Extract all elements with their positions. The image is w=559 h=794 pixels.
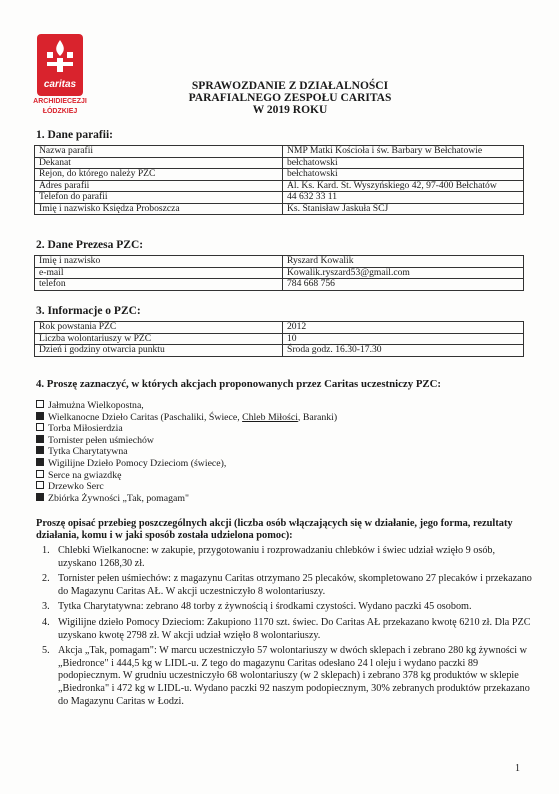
checked-checkbox-icon[interactable] (36, 458, 44, 466)
list-item (42, 545, 534, 570)
item-label: Drzewko Serc (48, 481, 104, 493)
description-prompt: Proszę opisać przebieg poszczególnych akcji (liczba osób włączających się w działanie, jego forma, rezultaty działania, komu i w jaki sposób została udzielona pomoc): (36, 518, 513, 541)
item-number: 4. (42, 616, 50, 628)
item-number: 5. (42, 645, 50, 657)
list-item (36, 481, 337, 493)
list-item (36, 423, 337, 435)
table-row (35, 169, 524, 181)
item-text: Tornister pełen uśmiechów: z magazynu Caritas otrzymano 25 plecaków, skompletowano 27 plecaków i przekazano do Magazynu Caritas AŁ. W akcji uczestniczyło 8 wolontariuszy. (58, 573, 532, 597)
logo-subtitle-2: ŁÓDZKIEJ (42, 108, 78, 115)
pzc-info-table (34, 321, 524, 357)
logo-subtitle-1: ARCHIDIECEZJI (33, 98, 87, 105)
list-item (42, 573, 534, 598)
value-cell: Kowalik.ryszard53@gmail.com (283, 267, 524, 279)
item-label: Jałmużna Wielkopostna, (48, 400, 144, 411)
label-cell: Dzień i godziny otwarcia punktu (35, 345, 283, 357)
title-line-3: W 2019 ROKU (252, 104, 328, 116)
checked-checkbox-icon[interactable] (36, 435, 44, 443)
item-number: 3. (42, 601, 50, 613)
section-3-heading: 3. Informacje o PZC: (36, 305, 141, 317)
checked-checkbox-icon[interactable] (36, 493, 44, 501)
table-row (35, 345, 524, 357)
item-label: Wielkanocne Dzieło Caritas (Paschaliki, Świece, (48, 411, 243, 423)
list-item (42, 601, 534, 614)
item-label: Tornister pełen uśmiechów (48, 434, 154, 446)
table-row (35, 322, 524, 334)
parish-data-table (34, 145, 524, 215)
value-cell: bełchatowski (283, 169, 524, 181)
list-item (36, 493, 337, 505)
caritas-logo (30, 34, 90, 116)
item-text: Akcja „Tak, pomagam": W marcu uczestniczyło 57 wolontariuszy w dwóch sklepach i zebrano 280 kg żywności w „Biedronce" i 444,5 kg w LIDL-u. Z tego do magazynu Caritas odesłano 24 l oleju i wydano paczki 89 podopiecznym. W grudniu uczestniczyło 68 wolontariuszy (w 2 sklepach) i zebrano 378 kg produktów w sklepie „Biedronka" i 472 kg w LIDL-u. Wydano paczki 92 naszym podopiecznym, 30% zebranych produktów przekazano do Magazynu Caritas w Łodzi. (58, 645, 530, 707)
table-row (35, 203, 524, 215)
label-cell: Liczba wolontariuszy w PZC (35, 333, 283, 345)
item-label: Torba Miłosierdzia (48, 423, 123, 435)
item-number: 1. (42, 545, 50, 556)
actions-description-list (42, 545, 534, 711)
value-cell: Ryszard Kowalik (283, 256, 524, 268)
label-cell: Rok powstania PZC (35, 322, 283, 334)
value-cell: Al. Ks. Kard. St. Wyszyńskiego 42, 97-400 Bełchatów (283, 180, 524, 192)
svg-text:caritas: caritas (43, 79, 77, 90)
label-cell: Telefon do parafii (35, 192, 283, 204)
label-cell: Adres parafii (35, 180, 283, 192)
title-line-1: SPRAWOZDANIE Z DZIAŁALNOŚCI (191, 80, 389, 92)
report-title (150, 80, 430, 116)
list-item (36, 470, 337, 482)
section-4-heading: 4. Proszę zaznaczyć, w których akcjach proponowanych przez Caritas uczestniczy PZC: (36, 378, 442, 390)
item-label-underlined: Chleb Miłości (242, 411, 298, 423)
value-cell: 784 668 756 (283, 279, 524, 291)
item-label: Zbiórka Żywności „Tak, pomagam" (48, 492, 189, 504)
list-item (36, 458, 337, 470)
value-cell: 44 632 33 11 (283, 192, 524, 204)
page-number: 1 (515, 763, 520, 774)
table-row (35, 180, 524, 192)
list-item (36, 446, 337, 458)
label-cell: telefon (35, 279, 283, 291)
list-item (36, 435, 337, 447)
empty-checkbox-icon[interactable] (36, 423, 44, 431)
checked-checkbox-icon[interactable] (36, 446, 44, 454)
empty-checkbox-icon[interactable] (36, 400, 44, 408)
label-cell: Rejon, do którego należy PZC (35, 169, 283, 181)
table-row (35, 192, 524, 204)
empty-checkbox-icon[interactable] (36, 470, 44, 478)
item-text: Wigilijne dzieło Pomocy Dzieciom: Zakupiono 1170 szt. świec. Do Caritas AŁ przekazano kwotę 6210 zł. Dla PZC uzyskano kwotę 2798 zł. W akcji udział wzięło 8 wolontariuszy. (58, 616, 531, 641)
label-cell: Imię i nazwisko Księdza Proboszcza (35, 203, 283, 215)
table-row (35, 256, 524, 268)
value-cell: 2012 (283, 322, 524, 334)
value-cell: bełchatowski (283, 157, 524, 169)
item-text: Chlebki Wielkanocne: w zakupie, przygotowaniu i rozprowadzaniu chlebków i świec udział wzięło 9 osób, uzyskano 1268,30 zł. (58, 545, 496, 569)
empty-checkbox-icon[interactable] (36, 481, 44, 489)
value-cell: 10 (283, 333, 524, 345)
item-label: Tytka Charytatywna (48, 446, 128, 458)
list-item (36, 412, 337, 424)
section-1-heading: 1. Dane parafii: (36, 129, 113, 141)
table-row (35, 146, 524, 158)
item-number: 2. (42, 573, 50, 585)
label-cell: Nazwa parafii (35, 146, 283, 158)
item-label: Wigilijne Dzieło Pomocy Dzieciom (świece), (48, 457, 227, 469)
list-item (42, 645, 534, 708)
item-label: , Baranki) (297, 411, 338, 423)
table-row (35, 267, 524, 279)
president-data-table (34, 255, 524, 291)
table-row (35, 279, 524, 291)
label-cell: Dekanat (35, 157, 283, 169)
item-text: Tytka Charytatywna: zebrano 48 torby z żywnością i środkami czystości. Wydano paczki 45 osobom. (58, 601, 472, 613)
list-item (42, 617, 534, 642)
value-cell: NMP Matki Kościoła i św. Barbary w Bełchatowie (283, 146, 524, 158)
value-cell: Środa godz. 16.30-17.30 (283, 345, 524, 357)
actions-checklist (36, 400, 337, 504)
value-cell: Ks. Stanisław Jaskuła SCJ (283, 203, 524, 215)
list-item (36, 400, 337, 412)
title-line-2: PARAFIALNEGO ZESPOŁU CARITAS (188, 92, 392, 104)
label-cell: Imię i nazwisko (35, 256, 283, 268)
caritas-flame-icon (37, 34, 83, 96)
checked-checkbox-icon[interactable] (36, 412, 44, 420)
label-cell: e-mail (35, 267, 283, 279)
section-2-heading: 2. Dane Prezesa PZC: (36, 239, 144, 251)
table-row (35, 157, 524, 169)
item-label: Serce na gwiazdkę (48, 469, 122, 481)
table-row (35, 333, 524, 345)
